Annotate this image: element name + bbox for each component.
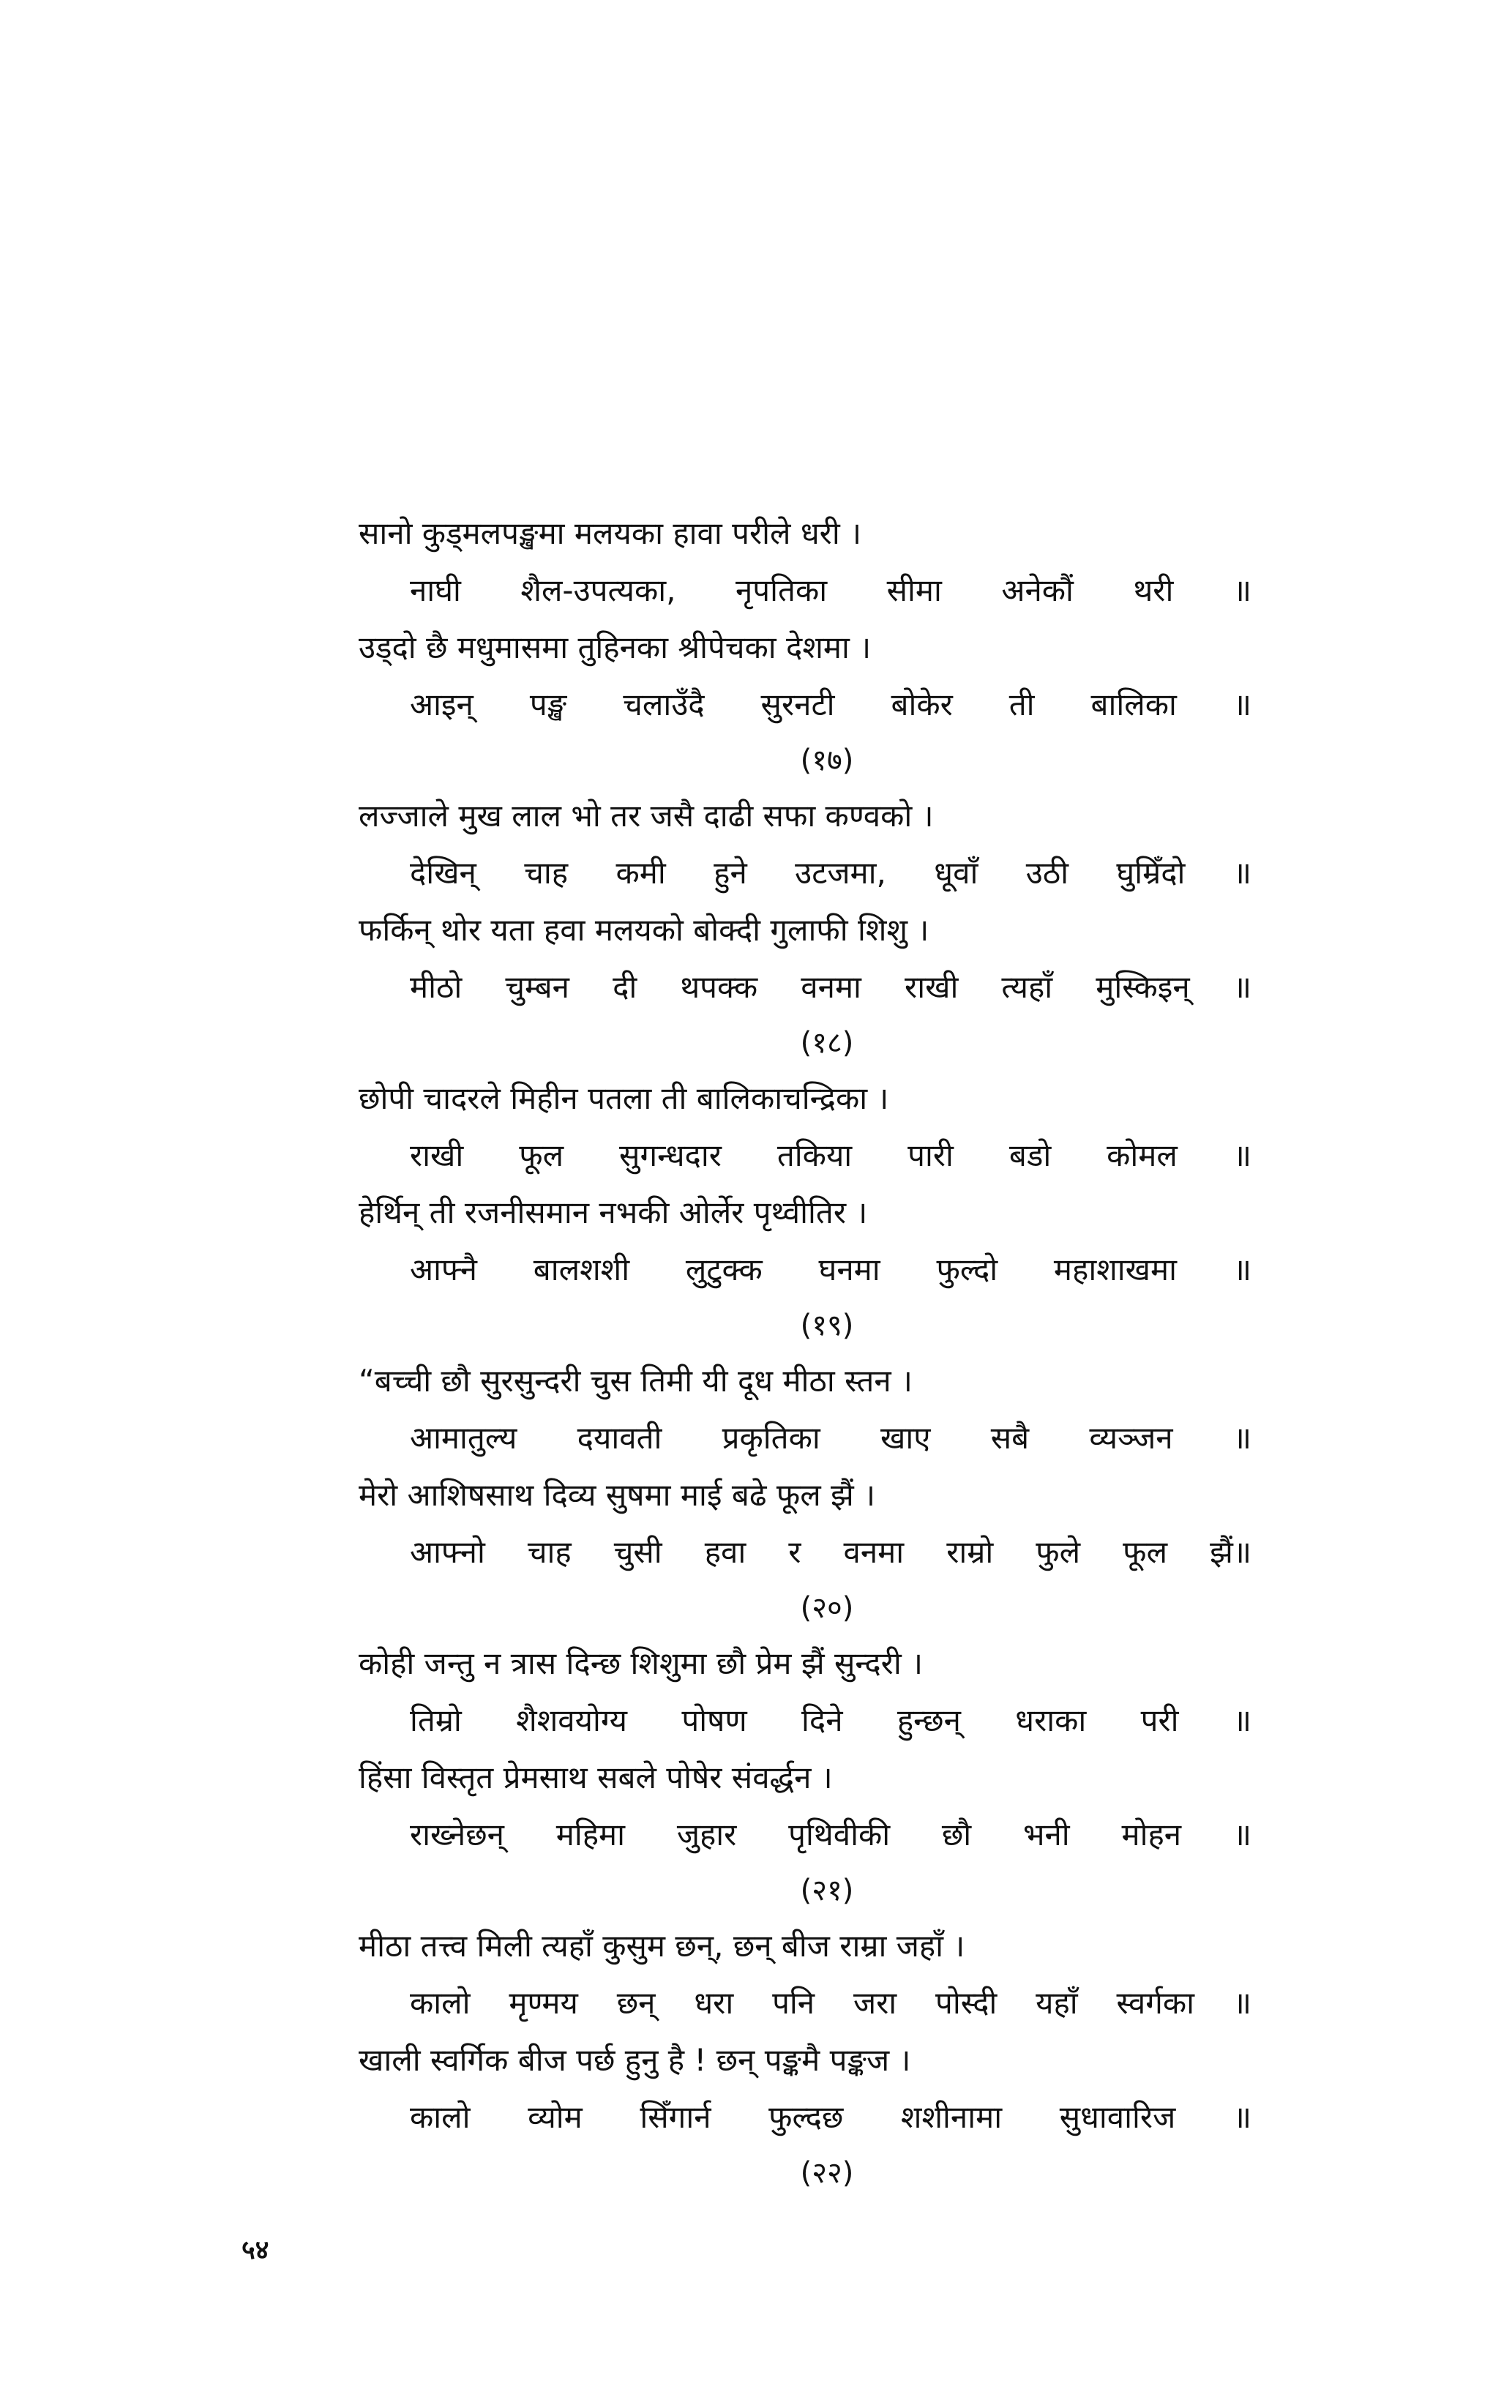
verse-line: छोपी चादरले मिहीन पतला ती बालिकाचन्द्रिका । [359,1080,889,1116]
verse-line: आफ्नो चाह चुसी हवा र वनमा राम्रो फुले फूल झैं॥ [410,1534,1251,1570]
verse-line: देखिन् चाह कमी हुने उटजमा, धूवाँ उठी घुम्रिँदो ॥ [410,855,1251,891]
stanza-number: (१९) [800,1309,854,1342]
verse-line: राख्नेछन् महिमा जुहार पृथिवीकी छौ भनी मोहन ॥ [410,1817,1251,1852]
verse-line: हेर्थिन् ती रजनीसमान नभकी ओर्लेर पृथ्वीतिर । [359,1194,868,1230]
verse-line: नाघी शैल-उपत्यका, नृपतिका सीमा अनेकौं थरी ॥ [410,572,1251,608]
verse-line: तिम्रो शैशवयोग्य पोषण दिने हुन्छन् धराका परी ॥ [410,1702,1251,1738]
verse-line: कालो मृण्मय छन् धरा पनि जरा पोस्दी यहाँ स्वर्गका ॥ [410,1985,1251,2021]
stanza-number: (२०) [800,1591,854,1625]
stanza-number: (१८) [800,1026,854,1060]
verse-line: मेरो आशिषसाथ दिव्य सुषमा माई बढे फूल झैं । [359,1477,876,1513]
verse-line: राखी फूल सुगन्धदार तकिया पारी बडो कोमल ॥ [410,1137,1251,1173]
verse-line: “बच्ची छौ सुरसुन्दरी चुस तिमी यी दूध मीठा स्तन । [359,1363,913,1399]
stanza [359,1635,1251,1918]
stanza-number: (१७) [800,744,854,777]
stanza-number: (२१) [800,1874,854,1907]
verse-line: मीठा तत्त्व मिली त्यहाँ कुसुम छन्, छन् बीज राम्रा जहाँ । [359,1928,965,1964]
verse-line: आमातुल्य दयावती प्रकृतिका खाए सबै व्यञ्जन ॥ [410,1420,1251,1456]
stanza [359,1918,1251,2200]
poem-body [359,505,1251,2200]
verse-line: कालो व्योम सिँगार्न फुल्दछ शशीनामा सुधावारिज ॥ [410,2099,1251,2135]
page-number: ५४ [242,2235,269,2265]
verse-line: कोही जन्तु न त्रास दिन्छ शिशुमा छौ प्रेम झैं सुन्दरी । [359,1645,923,1681]
verse-line: आइन् पङ्ख चलाउँदै सुरनटी बोकेर ती बालिका ॥ [410,687,1251,722]
verse-line: फर्किन् थोर यता हवा मलयको बोक्दी गुलाफी शिशु । [359,912,929,948]
verse-line: खाली स्वर्गिक बीज पर्छ हुनु है ! छन् पङ्कमै पङ्कज । [359,2042,911,2078]
stanza [359,788,1251,1070]
stanza [359,505,1251,788]
verse-line: आफ्नै बालशशी लुटुक्क घनमा फुल्दो महाशाखमा ॥ [410,1252,1251,1287]
stanza [359,1353,1251,1635]
stanza [359,1070,1251,1353]
stanza-number: (२२) [800,2156,854,2190]
verse-line: लज्जाले मुख लाल भो तर जसै दाढी सफा कण्वको । [359,798,934,834]
verse-line: सानो कुड्मलपङ्खमा मलयका हावा परीले धरी । [359,515,862,551]
verse-line: मीठो चुम्बन दी थपक्क वनमा राखी त्यहाँ मुस्किइन् ॥ [410,969,1251,1005]
verse-line: हिंसा विस्तृत प्रेमसाथ सबले पोषेर संवर्द्धन । [359,1760,833,1795]
verse-line: उड्दो छै मधुमासमा तुहिनका श्रीपेचका देशमा । [359,629,872,665]
